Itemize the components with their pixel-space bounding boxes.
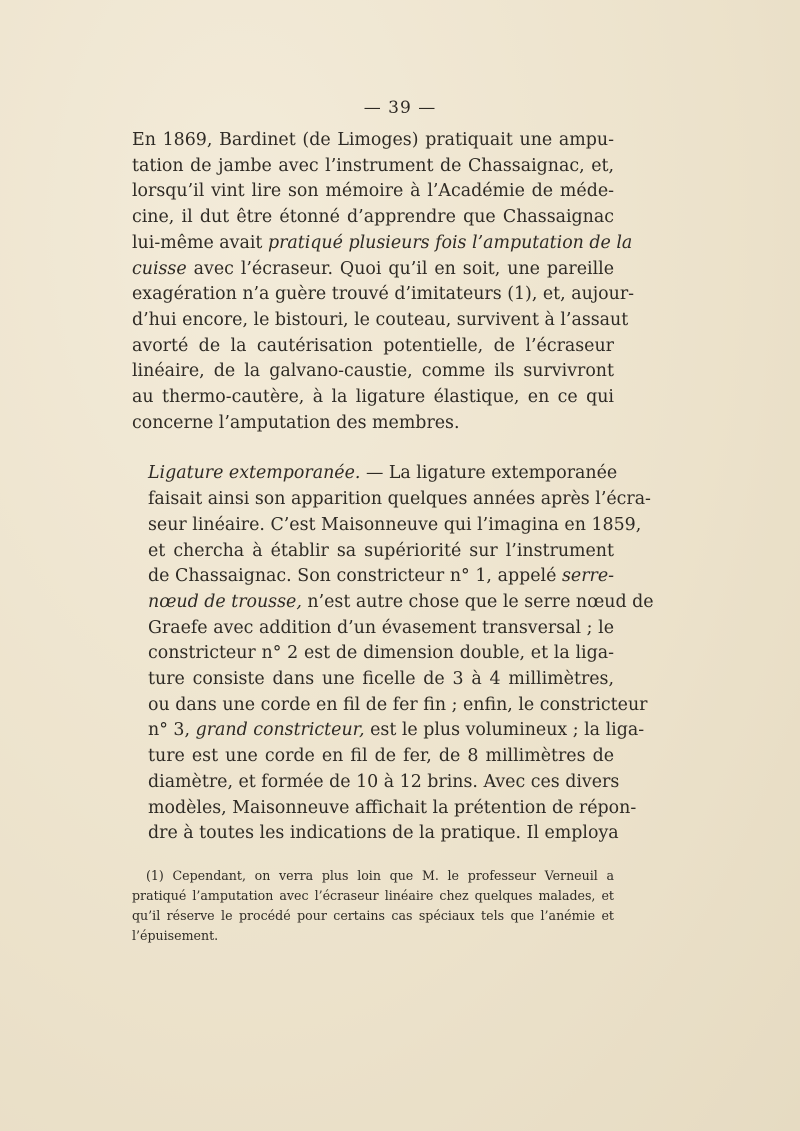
text-line — [132, 231, 633, 257]
italic-phrase: serre- — [561, 566, 614, 587]
text-line: ou dans une corde en fil de fer fin ; enfin, le constricteur — [148, 694, 648, 715]
text-segment: est le plus volumineux ; la liga- — [370, 720, 645, 741]
text-line: Graefe avec addition d’un évasement transversal ; le — [148, 617, 614, 638]
footnote-line: pratiqué l’amputation avec l’écraseur linéaire chez quelques malades, et — [132, 888, 614, 903]
text-line: modèles, Maisonneuve affichait la prétention de répon- — [148, 797, 637, 818]
text-line: linéaire, de la galvano-caustie, comme ils survivront — [132, 361, 614, 382]
section-heading: Ligature extemporanée. — [148, 463, 361, 484]
text-line — [132, 257, 614, 283]
text-line: En 1869, Bardinet (de Limoges) pratiquait une ampu- — [132, 130, 614, 150]
text-line: cine, il dut être étonné d’apprendre que Chassaignac — [132, 207, 614, 228]
text-segment: avec l’écraseur. Quoi qu’il en soit, une pareille — [193, 258, 614, 279]
text-line — [132, 461, 618, 487]
text-line: lorsqu’il vint lire son mémoire à l’Académie de méde- — [132, 181, 614, 202]
text-segment: de Chassaignac. Son constricteur n° 1, appelé — [148, 566, 557, 587]
text-line: concerne l’amputation des membres. — [132, 412, 460, 433]
paragraph-amputation — [132, 128, 635, 436]
text-line: exagération n’a guère trouvé d’imitateurs (1), et, aujour- — [132, 284, 635, 305]
text-line: tation de jambe avec l’instrument de Chassaignac, et, — [132, 155, 614, 176]
text-line: dre à toutes les indications de la pratique. Il employa — [148, 823, 619, 844]
text-line: au thermo-cautère, à la ligature élastique, en ce qui — [132, 387, 614, 408]
italic-phrase: nœud de trousse, — [148, 591, 302, 612]
text-line: faisait ainsi son apparition quelques années après l’écra- — [148, 489, 651, 510]
text-line: d’hui encore, le bistouri, le couteau, survivent à l’assaut — [132, 309, 629, 330]
text-line: diamètre, et formée de 10 à 12 brins. Avec ces divers — [148, 771, 620, 792]
text-line: et chercha à établir sa supériorité sur l’instrument — [148, 540, 614, 561]
text-line — [132, 564, 614, 590]
text-segment: n° 3, — [148, 720, 191, 741]
text-line: seur linéaire. C’est Maisonneuve qui l’imagina en 1859, — [148, 514, 642, 535]
text-segment: — La ligature extemporanée — [365, 463, 618, 484]
footnote-line: l’épuisement. — [132, 928, 219, 943]
italic-phrase: grand constricteur, — [195, 720, 365, 741]
footnote-line: qu’il réserve le procédé pour certains cas spéciaux tels que l’anémie et — [132, 908, 614, 923]
italic-phrase: cuisse — [132, 258, 187, 279]
text-line: constricteur n° 2 est de dimension double, et la liga- — [148, 643, 614, 664]
italic-phrase: pratiqué plusieurs fois l’amputation de la — [267, 232, 633, 253]
footnote — [132, 866, 614, 946]
text-segment: lui-même avait — [132, 232, 263, 253]
text-segment: n’est autre chose que le serre nœud de — [307, 591, 654, 612]
main-text — [132, 128, 654, 847]
text-line: ture consiste dans une ficelle de 3 à 4 millimètres, — [148, 669, 614, 690]
text-line: ture est une corde en fil de fer, de 8 millimètres de — [148, 746, 614, 767]
page-number: — 39 — — [363, 98, 437, 118]
text-line: avorté de la cautérisation potentielle, de l’écraseur — [132, 335, 614, 356]
text-line — [132, 718, 645, 744]
paragraph-ligature — [132, 461, 654, 847]
text-line — [132, 590, 654, 616]
footnote-line: (1) Cependant, on verra plus loin que M. le professeur Verneuil a — [146, 868, 614, 883]
